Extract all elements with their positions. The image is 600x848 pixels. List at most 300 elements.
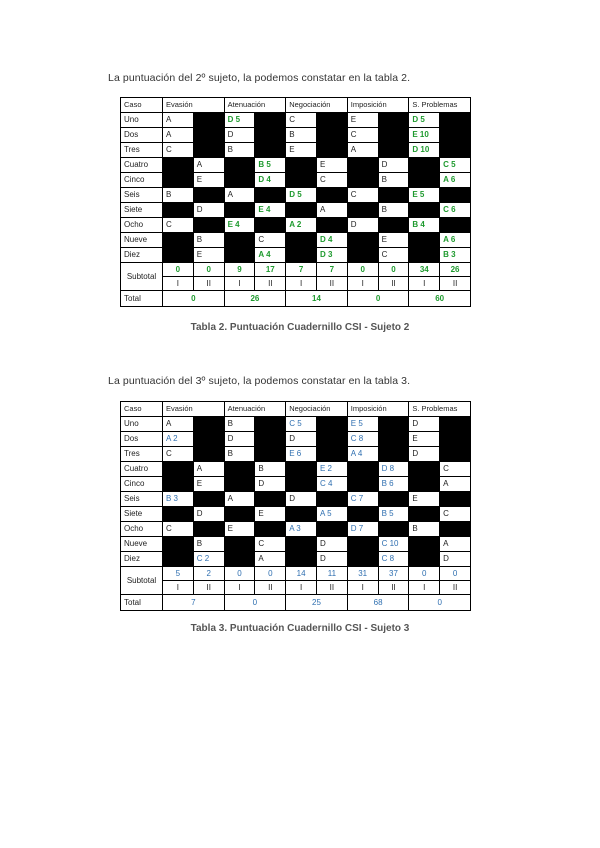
subtotal-part: I bbox=[347, 277, 378, 291]
total-value: 0 bbox=[163, 291, 225, 307]
answer-cell: D bbox=[255, 477, 286, 492]
answer-cell: A bbox=[163, 417, 194, 432]
blacked-cell bbox=[286, 537, 317, 552]
blacked-cell bbox=[163, 248, 194, 263]
blacked-cell bbox=[163, 462, 194, 477]
subtotal-part: I bbox=[224, 277, 255, 291]
intro-text-table2: La puntuación del 2º sujeto, la podemos constatar en la tabla 2. bbox=[108, 72, 411, 84]
subtotal-value: 7 bbox=[316, 263, 347, 277]
blacked-cell bbox=[347, 462, 378, 477]
case-row bbox=[121, 537, 471, 552]
blacked-cell bbox=[286, 203, 317, 218]
blacked-cell bbox=[440, 113, 471, 128]
case-label: Seis bbox=[121, 492, 163, 507]
answer-cell: B 3 bbox=[163, 492, 194, 507]
blacked-cell bbox=[440, 492, 471, 507]
blacked-cell bbox=[224, 552, 255, 567]
header-strategy: Imposición bbox=[347, 402, 409, 417]
blacked-cell bbox=[316, 417, 347, 432]
blacked-cell bbox=[378, 417, 409, 432]
answer-cell: D bbox=[409, 417, 440, 432]
subtotal-part: I bbox=[286, 581, 317, 595]
case-label: Tres bbox=[121, 143, 163, 158]
blacked-cell bbox=[286, 552, 317, 567]
blacked-cell bbox=[163, 173, 194, 188]
case-row bbox=[121, 218, 471, 233]
blacked-cell bbox=[409, 537, 440, 552]
answer-cell: B bbox=[255, 462, 286, 477]
case-label: Diez bbox=[121, 552, 163, 567]
header-strategy: S. Problemas bbox=[409, 402, 471, 417]
header-strategy: S. Problemas bbox=[409, 98, 471, 113]
blacked-cell bbox=[378, 492, 409, 507]
score-table-subject-2 bbox=[120, 97, 471, 307]
blacked-cell bbox=[409, 462, 440, 477]
answer-cell: A bbox=[347, 143, 378, 158]
blacked-cell bbox=[193, 128, 224, 143]
answer-cell: D 5 bbox=[224, 113, 255, 128]
case-label: Cuatro bbox=[121, 158, 163, 173]
blacked-cell bbox=[378, 143, 409, 158]
answer-cell: D 4 bbox=[255, 173, 286, 188]
blacked-cell bbox=[255, 432, 286, 447]
answer-cell: D 5 bbox=[409, 113, 440, 128]
blacked-cell bbox=[347, 158, 378, 173]
subtotal-value: 2 bbox=[193, 567, 224, 581]
blacked-cell bbox=[347, 173, 378, 188]
blacked-cell bbox=[255, 143, 286, 158]
answer-cell: A bbox=[193, 462, 224, 477]
blacked-cell bbox=[224, 248, 255, 263]
case-row bbox=[121, 522, 471, 537]
answer-cell: A bbox=[224, 492, 255, 507]
subtotal-part: I bbox=[224, 581, 255, 595]
blacked-cell bbox=[163, 203, 194, 218]
subtotal-part: I bbox=[163, 277, 194, 291]
answer-cell: E bbox=[193, 173, 224, 188]
answer-cell: E bbox=[193, 477, 224, 492]
blacked-cell bbox=[224, 537, 255, 552]
answer-cell: A 6 bbox=[440, 233, 471, 248]
blacked-cell bbox=[440, 522, 471, 537]
answer-cell: A bbox=[440, 477, 471, 492]
subtotal-value: 37 bbox=[378, 567, 409, 581]
answer-cell: B bbox=[224, 143, 255, 158]
blacked-cell bbox=[316, 432, 347, 447]
answer-cell: B 5 bbox=[255, 158, 286, 173]
answer-cell: C 8 bbox=[347, 432, 378, 447]
subtotal-label: Subtotal bbox=[121, 263, 163, 291]
answer-cell: A bbox=[163, 128, 194, 143]
subtotal-part-row bbox=[121, 277, 471, 291]
blacked-cell bbox=[378, 128, 409, 143]
answer-cell: B bbox=[378, 173, 409, 188]
case-row bbox=[121, 552, 471, 567]
blacked-cell bbox=[409, 203, 440, 218]
answer-cell: D bbox=[378, 158, 409, 173]
answer-cell: C bbox=[286, 113, 317, 128]
total-value: 0 bbox=[347, 291, 409, 307]
subtotal-part: II bbox=[193, 581, 224, 595]
answer-cell: E 4 bbox=[255, 203, 286, 218]
subtotal-value: 7 bbox=[286, 263, 317, 277]
blacked-cell bbox=[347, 507, 378, 522]
answer-cell: D 7 bbox=[347, 522, 378, 537]
total-value: 25 bbox=[286, 595, 348, 611]
header-strategy: Imposición bbox=[347, 98, 409, 113]
subtotal-value: 34 bbox=[409, 263, 440, 277]
blacked-cell bbox=[286, 248, 317, 263]
blacked-cell bbox=[440, 432, 471, 447]
case-label: Dos bbox=[121, 432, 163, 447]
blacked-cell bbox=[224, 158, 255, 173]
case-row bbox=[121, 188, 471, 203]
blacked-cell bbox=[286, 233, 317, 248]
answer-cell: B bbox=[409, 522, 440, 537]
blacked-cell bbox=[347, 537, 378, 552]
blacked-cell bbox=[347, 233, 378, 248]
answer-cell: C bbox=[255, 233, 286, 248]
answer-cell: C bbox=[163, 143, 194, 158]
blacked-cell bbox=[409, 248, 440, 263]
blacked-cell bbox=[440, 447, 471, 462]
subtotal-part: II bbox=[378, 581, 409, 595]
case-row bbox=[121, 477, 471, 492]
case-label: Diez bbox=[121, 248, 163, 263]
blacked-cell bbox=[193, 447, 224, 462]
case-row bbox=[121, 447, 471, 462]
subtotal-part: II bbox=[255, 277, 286, 291]
subtotal-row bbox=[121, 567, 471, 581]
answer-cell: C 4 bbox=[316, 477, 347, 492]
answer-cell: D 3 bbox=[316, 248, 347, 263]
blacked-cell bbox=[255, 447, 286, 462]
blacked-cell bbox=[316, 492, 347, 507]
subtotal-part: I bbox=[409, 581, 440, 595]
answer-cell: A 2 bbox=[286, 218, 317, 233]
blacked-cell bbox=[286, 158, 317, 173]
case-label: Siete bbox=[121, 507, 163, 522]
blacked-cell bbox=[440, 218, 471, 233]
case-row bbox=[121, 113, 471, 128]
blacked-cell bbox=[440, 417, 471, 432]
answer-cell: E 10 bbox=[409, 128, 440, 143]
subtotal-part: II bbox=[378, 277, 409, 291]
blacked-cell bbox=[409, 507, 440, 522]
answer-cell: C bbox=[163, 522, 194, 537]
blacked-cell bbox=[224, 173, 255, 188]
subtotal-value: 0 bbox=[163, 263, 194, 277]
answer-cell: E bbox=[316, 158, 347, 173]
subtotal-part: I bbox=[409, 277, 440, 291]
answer-cell: D bbox=[316, 537, 347, 552]
answer-cell: E bbox=[409, 432, 440, 447]
total-value: 68 bbox=[347, 595, 409, 611]
answer-cell: E 5 bbox=[347, 417, 378, 432]
answer-cell: B bbox=[163, 188, 194, 203]
total-row bbox=[121, 291, 471, 307]
subtotal-value: 9 bbox=[224, 263, 255, 277]
blacked-cell bbox=[347, 552, 378, 567]
case-label: Cuatro bbox=[121, 462, 163, 477]
answer-cell: C 2 bbox=[193, 552, 224, 567]
blacked-cell bbox=[378, 522, 409, 537]
answer-cell: D 4 bbox=[316, 233, 347, 248]
header-strategy: Evasión bbox=[163, 402, 225, 417]
blacked-cell bbox=[163, 552, 194, 567]
blacked-cell bbox=[193, 432, 224, 447]
answer-cell: A 6 bbox=[440, 173, 471, 188]
blacked-cell bbox=[224, 507, 255, 522]
blacked-cell bbox=[347, 203, 378, 218]
answer-cell: C 10 bbox=[378, 537, 409, 552]
case-row bbox=[121, 432, 471, 447]
blacked-cell bbox=[193, 143, 224, 158]
blacked-cell bbox=[347, 477, 378, 492]
case-row bbox=[121, 492, 471, 507]
blacked-cell bbox=[409, 233, 440, 248]
answer-cell: D bbox=[316, 552, 347, 567]
answer-cell: D bbox=[193, 507, 224, 522]
blacked-cell bbox=[163, 158, 194, 173]
header-strategy: Negociación bbox=[286, 402, 348, 417]
case-label: Uno bbox=[121, 417, 163, 432]
answer-cell: C bbox=[255, 537, 286, 552]
blacked-cell bbox=[193, 492, 224, 507]
blacked-cell bbox=[224, 233, 255, 248]
answer-cell: E 6 bbox=[286, 447, 317, 462]
answer-cell: A bbox=[316, 203, 347, 218]
blacked-cell bbox=[316, 128, 347, 143]
header-strategy: Negociación bbox=[286, 98, 348, 113]
answer-cell: B 3 bbox=[440, 248, 471, 263]
blacked-cell bbox=[378, 218, 409, 233]
blacked-cell bbox=[193, 218, 224, 233]
blacked-cell bbox=[286, 173, 317, 188]
blacked-cell bbox=[163, 233, 194, 248]
blacked-cell bbox=[255, 128, 286, 143]
header-strategy: Evasión bbox=[163, 98, 225, 113]
case-label: Cinco bbox=[121, 173, 163, 188]
subtotal-value: 26 bbox=[440, 263, 471, 277]
blacked-cell bbox=[316, 113, 347, 128]
blacked-cell bbox=[409, 552, 440, 567]
blacked-cell bbox=[440, 128, 471, 143]
total-label: Total bbox=[121, 595, 163, 611]
answer-cell: B 5 bbox=[378, 507, 409, 522]
blacked-cell bbox=[316, 218, 347, 233]
blacked-cell bbox=[224, 477, 255, 492]
subtotal-value: 0 bbox=[440, 567, 471, 581]
answer-cell: C bbox=[347, 188, 378, 203]
subtotal-part: II bbox=[193, 277, 224, 291]
answer-cell: D 5 bbox=[286, 188, 317, 203]
answer-cell: A 5 bbox=[316, 507, 347, 522]
subtotal-part: II bbox=[440, 581, 471, 595]
case-label: Siete bbox=[121, 203, 163, 218]
case-label: Seis bbox=[121, 188, 163, 203]
total-value: 0 bbox=[224, 595, 286, 611]
answer-cell: B bbox=[193, 537, 224, 552]
header-case: Caso bbox=[121, 98, 163, 113]
answer-cell: B 4 bbox=[409, 218, 440, 233]
answer-cell: C 5 bbox=[440, 158, 471, 173]
blacked-cell bbox=[255, 113, 286, 128]
blacked-cell bbox=[255, 218, 286, 233]
blacked-cell bbox=[286, 477, 317, 492]
score-table-subject-3 bbox=[120, 401, 471, 611]
case-label: Ocho bbox=[121, 218, 163, 233]
answer-cell: D bbox=[193, 203, 224, 218]
case-row bbox=[121, 128, 471, 143]
answer-cell: A bbox=[440, 537, 471, 552]
answer-cell: E bbox=[255, 507, 286, 522]
answer-cell: B bbox=[378, 203, 409, 218]
subtotal-value: 0 bbox=[347, 263, 378, 277]
answer-cell: A 3 bbox=[286, 522, 317, 537]
blacked-cell bbox=[440, 188, 471, 203]
answer-cell: A bbox=[193, 158, 224, 173]
answer-cell: D bbox=[224, 128, 255, 143]
answer-cell: D 10 bbox=[409, 143, 440, 158]
case-row bbox=[121, 203, 471, 218]
subtotal-value: 14 bbox=[286, 567, 317, 581]
answer-cell: E bbox=[347, 113, 378, 128]
caption-table3: Tabla 3. Puntuación Cuadernillo CSI - Sujeto 3 bbox=[190, 623, 410, 634]
total-value: 14 bbox=[286, 291, 348, 307]
case-row bbox=[121, 248, 471, 263]
header-strategy: Atenuación bbox=[224, 402, 286, 417]
case-label: Cinco bbox=[121, 477, 163, 492]
header-row bbox=[121, 402, 471, 417]
answer-cell: A bbox=[255, 552, 286, 567]
blacked-cell bbox=[347, 248, 378, 263]
blacked-cell bbox=[378, 432, 409, 447]
blacked-cell bbox=[193, 188, 224, 203]
subtotal-part: II bbox=[255, 581, 286, 595]
answer-cell: A 4 bbox=[347, 447, 378, 462]
total-value: 0 bbox=[409, 595, 471, 611]
case-row bbox=[121, 143, 471, 158]
subtotal-label: Subtotal bbox=[121, 567, 163, 595]
subtotal-part-row bbox=[121, 581, 471, 595]
answer-cell: C bbox=[316, 173, 347, 188]
blacked-cell bbox=[378, 113, 409, 128]
subtotal-part: I bbox=[286, 277, 317, 291]
blacked-cell bbox=[255, 417, 286, 432]
answer-cell: B bbox=[224, 417, 255, 432]
blacked-cell bbox=[286, 462, 317, 477]
blacked-cell bbox=[316, 143, 347, 158]
case-row bbox=[121, 233, 471, 248]
case-label: Ocho bbox=[121, 522, 163, 537]
header-case: Caso bbox=[121, 402, 163, 417]
answer-cell: C bbox=[440, 507, 471, 522]
answer-cell: E bbox=[378, 233, 409, 248]
blacked-cell bbox=[255, 492, 286, 507]
blacked-cell bbox=[193, 113, 224, 128]
case-row bbox=[121, 173, 471, 188]
answer-cell: E 5 bbox=[409, 188, 440, 203]
answer-cell: E bbox=[409, 492, 440, 507]
blacked-cell bbox=[163, 477, 194, 492]
blacked-cell bbox=[316, 447, 347, 462]
answer-cell: A 2 bbox=[163, 432, 194, 447]
case-row bbox=[121, 462, 471, 477]
subtotal-row bbox=[121, 263, 471, 277]
subtotal-value: 0 bbox=[224, 567, 255, 581]
blacked-cell bbox=[193, 522, 224, 537]
blacked-cell bbox=[163, 537, 194, 552]
blacked-cell bbox=[378, 447, 409, 462]
case-label: Nueve bbox=[121, 537, 163, 552]
blacked-cell bbox=[286, 507, 317, 522]
answer-cell: B bbox=[193, 233, 224, 248]
case-row bbox=[121, 417, 471, 432]
total-value: 26 bbox=[224, 291, 286, 307]
answer-cell: E bbox=[224, 522, 255, 537]
answer-cell: B bbox=[224, 447, 255, 462]
answer-cell: A bbox=[224, 188, 255, 203]
subtotal-value: 0 bbox=[409, 567, 440, 581]
blacked-cell bbox=[255, 522, 286, 537]
intro-text-table3: La puntuación del 3º sujeto, la podemos constatar en la tabla 3. bbox=[108, 375, 411, 387]
blacked-cell bbox=[409, 158, 440, 173]
case-label: Tres bbox=[121, 447, 163, 462]
answer-cell: D bbox=[286, 432, 317, 447]
answer-cell: D bbox=[224, 432, 255, 447]
answer-cell: C 6 bbox=[440, 203, 471, 218]
subtotal-part: II bbox=[440, 277, 471, 291]
blacked-cell bbox=[224, 462, 255, 477]
answer-cell: C 8 bbox=[378, 552, 409, 567]
case-label: Dos bbox=[121, 128, 163, 143]
subtotal-value: 0 bbox=[255, 567, 286, 581]
answer-cell: C bbox=[163, 218, 194, 233]
answer-cell: D bbox=[347, 218, 378, 233]
blacked-cell bbox=[193, 417, 224, 432]
subtotal-part: II bbox=[316, 277, 347, 291]
total-value: 7 bbox=[163, 595, 225, 611]
header-row bbox=[121, 98, 471, 113]
answer-cell: E 4 bbox=[224, 218, 255, 233]
total-label: Total bbox=[121, 291, 163, 307]
blacked-cell bbox=[409, 477, 440, 492]
answer-cell: E 2 bbox=[316, 462, 347, 477]
answer-cell: E bbox=[193, 248, 224, 263]
caption-table2: Tabla 2. Puntuación Cuadernillo CSI - Sujeto 2 bbox=[190, 322, 410, 333]
blacked-cell bbox=[440, 143, 471, 158]
subtotal-value: 11 bbox=[316, 567, 347, 581]
answer-cell: D bbox=[286, 492, 317, 507]
case-label: Nueve bbox=[121, 233, 163, 248]
subtotal-value: 31 bbox=[347, 567, 378, 581]
blacked-cell bbox=[316, 188, 347, 203]
blacked-cell bbox=[409, 173, 440, 188]
blacked-cell bbox=[255, 188, 286, 203]
answer-cell: B bbox=[286, 128, 317, 143]
header-strategy: Atenuación bbox=[224, 98, 286, 113]
subtotal-part: II bbox=[316, 581, 347, 595]
blacked-cell bbox=[224, 203, 255, 218]
answer-cell: C bbox=[347, 128, 378, 143]
case-label: Uno bbox=[121, 113, 163, 128]
subtotal-value: 17 bbox=[255, 263, 286, 277]
subtotal-value: 5 bbox=[163, 567, 194, 581]
blacked-cell bbox=[378, 188, 409, 203]
answer-cell: C bbox=[378, 248, 409, 263]
answer-cell: D 8 bbox=[378, 462, 409, 477]
